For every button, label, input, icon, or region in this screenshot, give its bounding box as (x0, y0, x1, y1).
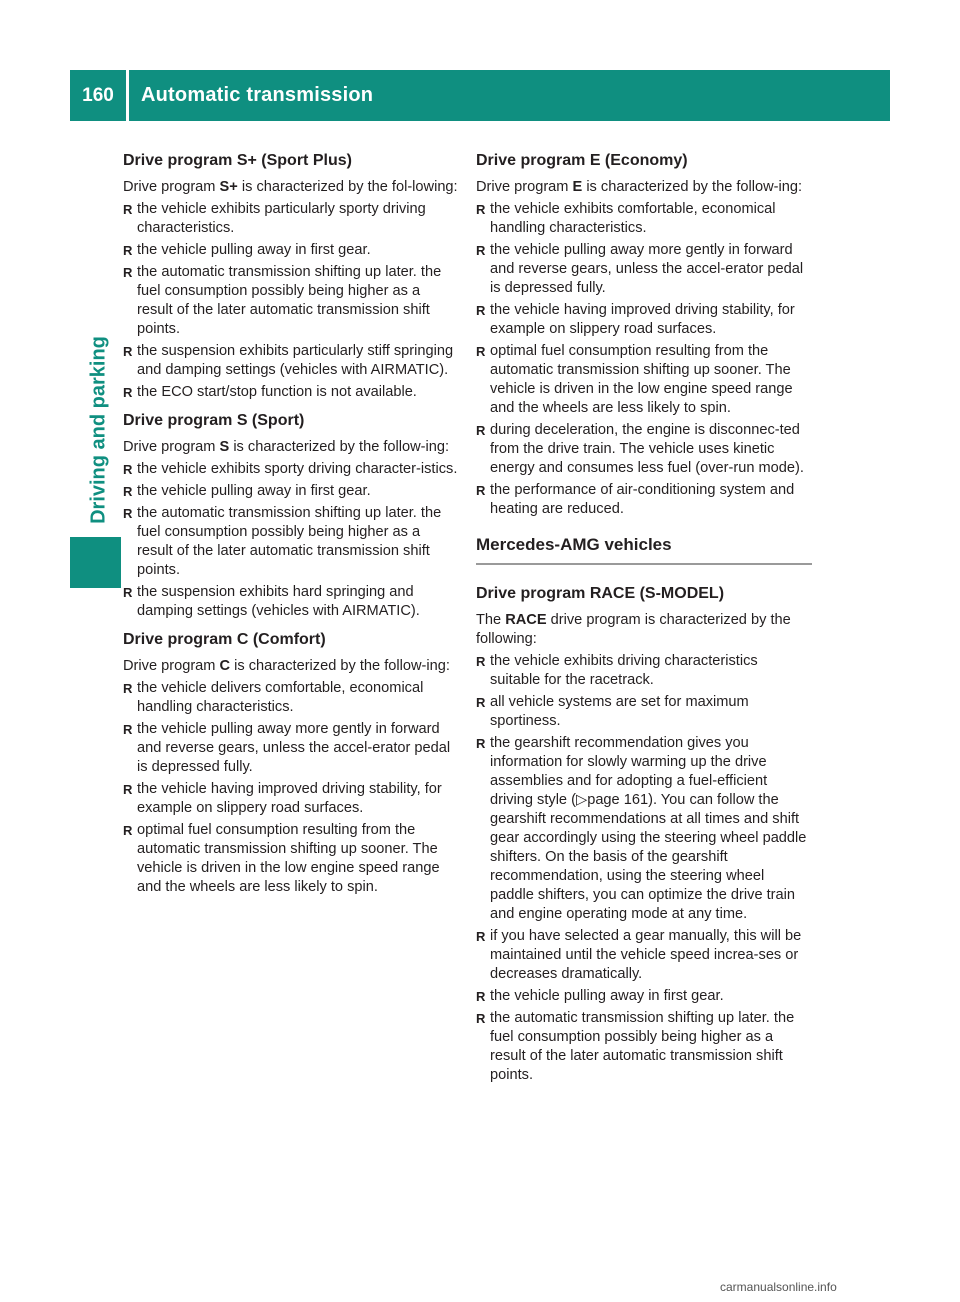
list-item-text: all vehicle systems are set for maximum sportiness. (490, 694, 749, 729)
intro-comfort (123, 657, 459, 676)
list-item (123, 583, 459, 621)
list-sport-plus (123, 200, 459, 402)
intro-text: Drive program (123, 439, 216, 455)
list-economy (476, 200, 812, 519)
list-item-text: the vehicle pulling away in first gear. (490, 988, 724, 1004)
list-item-text: the vehicle pulling away more gently in forward and reverse gears, unless the accel-erator pedal is depressed fully. (490, 242, 804, 296)
section-race (476, 583, 812, 1085)
list-item-text: the suspension exhibits hard springing and damping settings (vehicles with AIRMATIC). (137, 584, 420, 619)
list-item (476, 1009, 812, 1085)
bullet-icon: R (476, 243, 486, 258)
section-title: Automatic transmission (141, 84, 374, 106)
intro-text: is characterized by the follow-ing: (233, 439, 450, 455)
bullet-icon: R (123, 202, 133, 217)
side-tab-label: Driving and parking (87, 336, 110, 524)
list-item-text: the vehicle pulling away in first gear. (137, 483, 371, 499)
heading-comfort: Drive program C (Comfort) (123, 631, 326, 648)
page-ref-arrow-icon: ▷ (575, 792, 588, 808)
intro-text: drive program is characterized by the following: (476, 612, 791, 647)
list-item (123, 780, 459, 818)
heading-race: Drive program RACE (S-MODEL) (476, 585, 725, 602)
list-item-text: if you have selected a gear manually, this will be maintained until the vehicle speed increa-ses or decreases dramatically. (490, 928, 802, 982)
intro-sport (123, 438, 459, 457)
list-item-text: the vehicle pulling away more gently in forward and reverse gears, unless the accel-erator pedal is depressed fully. (137, 721, 451, 775)
list-item-text: during deceleration, the engine is disconnec-ted from the drive train. The vehicle uses kinetic energy and consumes less fuel (over-run mode). (490, 422, 804, 476)
right-column (476, 150, 812, 1088)
section-economy (476, 150, 812, 519)
intro-text: Drive program (476, 179, 569, 195)
page-header (70, 70, 890, 121)
side-tab-marker (70, 537, 121, 588)
list-item (476, 301, 812, 339)
list-comfort (123, 679, 459, 897)
heading-economy: Drive program E (Economy) (476, 152, 688, 169)
intro-text: is characterized by the fol-lowing: (241, 179, 458, 195)
program-code: E (572, 179, 583, 195)
page-reference-link[interactable]: page 161 (587, 792, 649, 808)
list-item (476, 241, 812, 298)
list-item (476, 734, 812, 924)
left-column (123, 150, 459, 900)
list-item (476, 927, 812, 984)
bullet-icon: R (123, 782, 133, 797)
list-item (123, 200, 459, 238)
list-item-text: the automatic transmission shifting up later. the fuel consumption possibly being higher as a result of the later automatic transmission shift points. (490, 1010, 795, 1083)
section-sport (123, 410, 459, 621)
list-item (476, 693, 812, 731)
list-item (123, 241, 459, 260)
bullet-icon: R (476, 303, 486, 318)
bullet-icon: R (123, 462, 133, 477)
list-item-text: the vehicle exhibits driving characteristics suitable for the racetrack. (490, 653, 758, 688)
heading-sport: Drive program S (Sport) (123, 412, 305, 429)
list-item-text: the vehicle pulling away in first gear. (137, 242, 371, 258)
list-item (123, 383, 459, 402)
list-race (476, 652, 812, 1085)
program-code: C (219, 658, 231, 674)
bullet-icon: R (476, 654, 486, 669)
intro-sport-plus (123, 178, 459, 197)
list-item-text: the ECO start/stop function is not available. (137, 384, 417, 400)
program-code: S+ (219, 179, 238, 195)
section-sport-plus (123, 150, 459, 402)
bullet-icon: R (476, 483, 486, 498)
list-item-text: the suspension exhibits particularly stiff springing and damping settings (vehicles with AIRMATIC). (137, 343, 454, 378)
bullet-icon: R (123, 681, 133, 696)
list-item-text: the vehicle exhibits sporty driving character-istics. (137, 461, 458, 477)
list-item (123, 504, 459, 580)
list-sport (123, 460, 459, 621)
intro-text: Drive program (123, 179, 216, 195)
watermark: carmanualsonline.info (720, 1280, 837, 1294)
list-item (476, 652, 812, 690)
bullet-icon: R (123, 506, 133, 521)
bullet-icon: R (476, 929, 486, 944)
list-item-text: the vehicle having improved driving stability, for example on slippery road surfaces. (137, 781, 442, 816)
intro-text: is characterized by the follow-ing: (234, 658, 450, 674)
bullet-icon: R (123, 265, 133, 280)
list-item (476, 421, 812, 478)
list-item (123, 460, 459, 479)
bullet-icon: R (476, 423, 486, 438)
heading-sport-plus: Drive program S+ (Sport Plus) (123, 152, 352, 169)
header-divider (126, 70, 129, 121)
list-item-text: the vehicle exhibits comfortable, economical handling characteristics. (490, 201, 776, 236)
section-comfort (123, 629, 459, 897)
bullet-icon: R (476, 202, 486, 217)
list-item (476, 200, 812, 238)
list-item-text: the vehicle having improved driving stability, for example on slippery road surfaces. (490, 302, 795, 337)
bullet-icon: R (123, 243, 133, 258)
amg-heading-block (476, 533, 812, 565)
intro-race (476, 611, 812, 649)
list-item-text: optimal fuel consumption resulting from the automatic transmission shifting up sooner. The vehicle is driven in the low engine speed range and the wheels are less likely to spin. (137, 822, 440, 895)
intro-text: Drive program (123, 658, 216, 674)
bullet-icon: R (123, 823, 133, 838)
bullet-icon: R (476, 695, 486, 710)
list-item (476, 481, 812, 519)
program-code: S (219, 439, 230, 455)
list-item-text: the vehicle delivers comfortable, economical handling characteristics. (137, 680, 424, 715)
intro-text: is characterized by the follow-ing: (586, 179, 803, 195)
list-item (123, 679, 459, 717)
list-item-text: the vehicle exhibits particularly sporty driving characteristics. (137, 201, 426, 236)
list-item-text: the gearshift recommendation gives you information for slowly warming up the drive assemblies and for adopting a fuel-efficient driving style ( (490, 735, 768, 808)
list-item-text: optimal fuel consumption resulting from the automatic transmission shifting up sooner. The vehicle is driven in the low engine speed range and the wheels are less likely to spin. (490, 343, 793, 416)
bullet-icon: R (123, 722, 133, 737)
list-item (476, 342, 812, 418)
page-number: 160 (82, 84, 114, 106)
list-item (123, 342, 459, 380)
bullet-icon: R (476, 344, 486, 359)
bullet-icon: R (476, 736, 486, 751)
heading-amg: Mercedes-AMG vehicles (476, 535, 672, 554)
list-item (123, 821, 459, 897)
program-code: RACE (505, 612, 547, 628)
bullet-icon: R (123, 385, 133, 400)
list-item-text: the automatic transmission shifting up later. the fuel consumption possibly being higher as a result of the later automatic transmission shift points. (137, 264, 442, 337)
list-item (123, 720, 459, 777)
intro-text: The (476, 612, 502, 628)
list-item-text: ). You can follow the gearshift recommendations at all times and shift gear accordingly using the steering wheel paddle shifters. On the basis of the gearshift recommendation, using the steering wheel paddle shifters, you can optimize the drive train and engine operating mode at any time. (490, 792, 807, 922)
list-item-text: the performance of air-conditioning system and heating are reduced. (490, 482, 795, 517)
bullet-icon: R (123, 344, 133, 359)
list-item (476, 987, 812, 1006)
list-item (123, 482, 459, 501)
bullet-icon: R (476, 1011, 486, 1026)
bullet-icon: R (123, 484, 133, 499)
intro-economy (476, 178, 812, 197)
bullet-icon: R (123, 585, 133, 600)
list-item (123, 263, 459, 339)
list-item-text: the automatic transmission shifting up later. the fuel consumption possibly being higher as a result of the later automatic transmission shift points. (137, 505, 442, 578)
bullet-icon: R (476, 989, 486, 1004)
